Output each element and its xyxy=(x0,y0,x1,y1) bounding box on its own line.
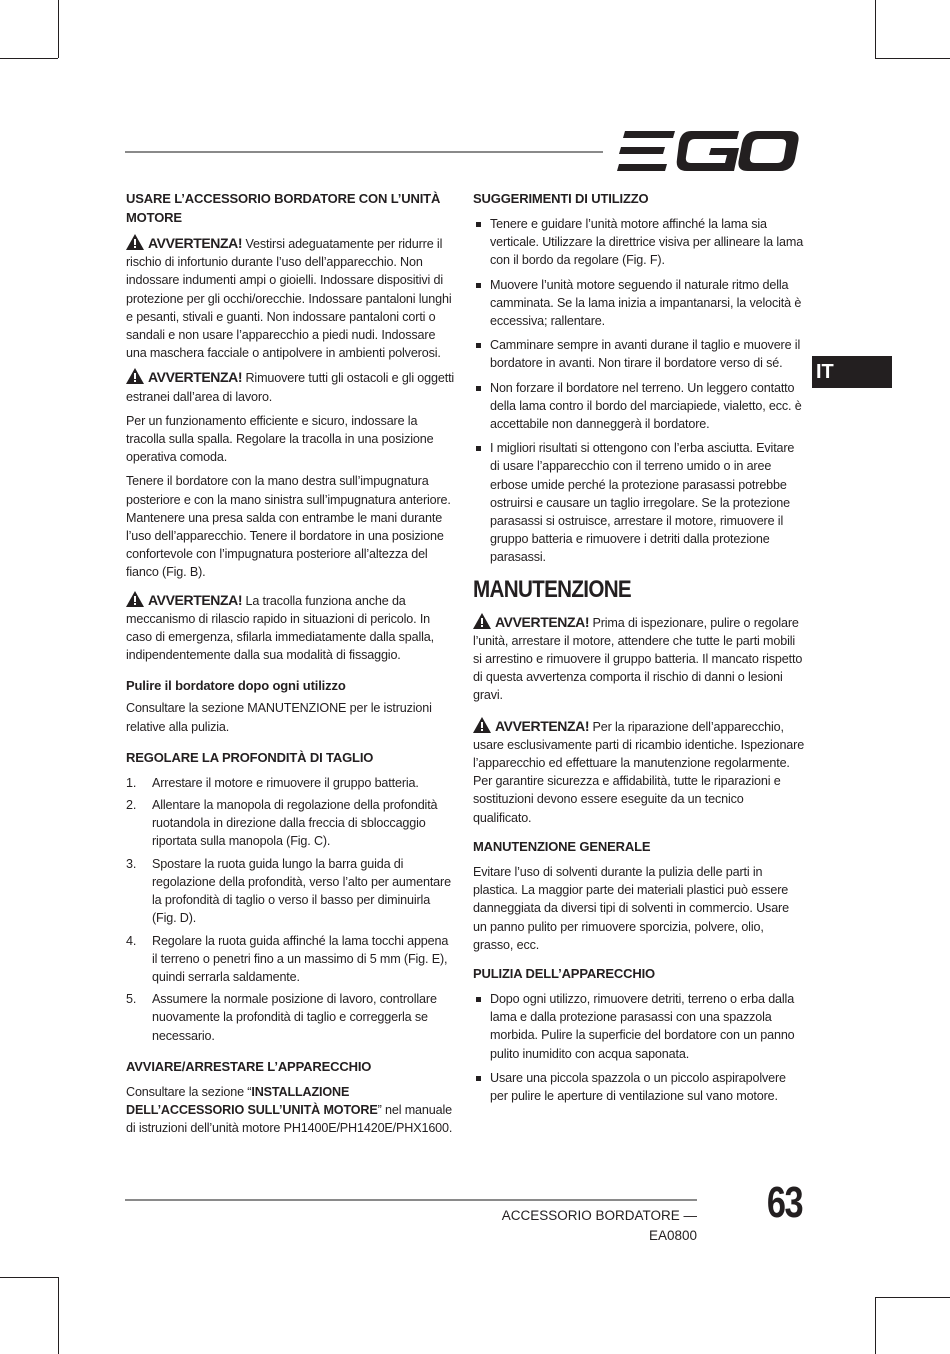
ego-logo xyxy=(617,131,799,171)
section-title-usage-tips: SUGGERIMENTI DI UTILIZZO xyxy=(473,191,649,206)
paragraph-clean-after-use: Consultare la sezione MANUTENZIONE per le istruzioni relative alla pulizia. xyxy=(126,701,432,734)
header-rule xyxy=(125,151,603,153)
section-title-general-maintenance: MANUTENZIONE GENERALE xyxy=(473,838,651,854)
warning-obstacles xyxy=(126,368,456,405)
warning-quick-release xyxy=(126,591,456,665)
usage-tips-list xyxy=(473,215,805,567)
crop-mark xyxy=(875,58,950,59)
cleaning-list xyxy=(473,990,805,1105)
section-title-cutting-depth: REGOLARE LA PROFONDITÀ DI TAGLIO xyxy=(126,749,374,765)
page-number: 63 xyxy=(766,1178,802,1227)
section-title-use-with-power-unit: USARE L’ACCESSORIO BORDATORE CON L’UNITÀ MOTORE xyxy=(126,191,441,225)
warning-text: Per la riparazione dell’apparecchio, usare esclusivamente parti di ricambio identiche. Ispezionare l’apparecchio ed effettuare la manutenzione regolarmente. Per garantire sicurezza e affidabilità, tutte le riparazioni e sostituzioni devono essere eseguite da un tecnico qualificato. xyxy=(473,719,805,825)
warning-label: AVVERTENZA! xyxy=(148,591,243,608)
warning-label: AVVERTENZA! xyxy=(495,613,590,630)
cutting-depth-steps xyxy=(126,774,456,1045)
warning-label: AVVERTENZA! xyxy=(495,717,590,734)
crop-mark xyxy=(875,1297,876,1354)
warning-triangle-icon xyxy=(473,717,491,733)
crop-mark xyxy=(58,1277,59,1354)
list-item: 1. Arrestare il motore e rimuovere il gruppo batteria. xyxy=(126,775,419,790)
paragraph-hold-edger: Tenere il bordatore con la mano destra sull’impugnatura posteriore e con la mano sinistra sull’impugnatura anteriore. Mantenere una presa salda con entrambe le mani durante l’uso dell’apparecchio. Tenere il bordatore in una posizione confortevole con l’impugnatura posteriore all’altezza del fianco (Fig. B). xyxy=(126,474,451,580)
warning-triangle-icon xyxy=(473,613,491,629)
list-item: Non forzare il bordatore nel terreno. Un leggero contatto della lama contro il bordo del marciapiede, vialetto, ecc. è accettabile non danneggerà il bordatore. xyxy=(473,379,805,434)
language-tab: IT xyxy=(812,356,892,388)
section-title-start-stop: AVVIARE/ARRESTARE L’APPARECCHIO xyxy=(126,1058,372,1074)
list-item: Usare una piccola spazzola o un piccolo aspirapolvere per pulire le aperture di ventilazione sul vano motore. xyxy=(473,1069,805,1105)
warning-label: AVVERTENZA! xyxy=(148,369,243,386)
warning-triangle-icon xyxy=(126,368,144,384)
section-title-maintenance: MANUTENZIONE xyxy=(473,575,632,603)
list-item: Dopo ogni utilizzo, rimuovere detriti, terreno o erba dalla lama e dalla protezione parasassi con una spazzola morbida. Pulire la superficie del bordatore con un panno pulito inumidito con acqua saponata. xyxy=(473,990,805,1063)
list-item: 3. Spostare la ruota guida lungo la barra guida di regolazione della profondità, verso l’alto per aumentare la profondità di taglio o verso il basso per diminuirla (Fig. D). xyxy=(126,856,451,926)
warning-text: Rimuovere tutti gli ostacoli e gli oggetti estranei dall’area di lavoro. xyxy=(126,371,455,404)
warning-triangle-icon xyxy=(126,591,144,607)
section-title-cleaning: PULIZIA DELL’APPARECCHIO xyxy=(473,965,656,981)
left-column xyxy=(126,189,456,1143)
list-item: I migliori risultati si ottengono con l’erba asciutta. Evitare di usare l’apparecchio con il terreno umido o in aree erbose umide perché la protezione parasassi potrebbe ostruirsi e causare un taglio irregolare. Se la protezione parasassi si ostruisce, arrestare il motore, rimuovere il gruppo batteria e rimuovere i detriti dalla protezione parasassi. xyxy=(473,439,805,566)
warning-replacement-parts xyxy=(473,717,805,827)
warning-clothing xyxy=(126,234,456,362)
crop-mark xyxy=(875,0,876,58)
paragraph-start-stop: Consultare la sezione “INSTALLAZIONE DELL’ACCESSORIO SULL’UNITÀ MOTORE” nel manuale di istruzioni dell’unità motore PH1400E/PH1420E/PHX1600. xyxy=(126,1084,453,1136)
warning-before-inspection xyxy=(473,613,805,705)
warning-label: AVVERTENZA! xyxy=(148,235,243,251)
warning-triangle-icon xyxy=(126,234,144,250)
warning-text: Vestirsi adeguatamente per ridurre il rischio di infortunio durante l’uso dell’apparecchio. Non indossare indumenti ampi o gioielli. Indossare dispositivi di protezione per gli occhi/orecchie. Indossare pantaloni lunghi e pesanti, stivali e guanti. Non indossare pantaloni corti o sandali e non usare l’apparecchio a piedi nudi. Indossare una maschera facciale o antipolvere in ambienti polverosi. xyxy=(126,237,452,361)
footer-rule xyxy=(125,1199,697,1201)
bold-reference: INSTALLAZIONE DELL’ACCESSORIO SULL’UNITÀ MOTORE xyxy=(126,1084,378,1117)
right-column xyxy=(473,189,805,1113)
list-item: 5. Assumere la normale posizione di lavoro, controllare nuovamente la profondità di taglio e correggerla se necessario. xyxy=(126,992,437,1043)
list-item: 4. Regolare la ruota guida affinché la lama tocchi appena il terreno o penetri fino a un massimo di 5 mm (Fig. E), quindi serrarla saldamente. xyxy=(126,933,449,984)
warning-text: La tracolla funziona anche da meccanismo di rilascio rapido in situazioni di pericolo. In caso di emergenza, sfilarla immediatamente dalla spalla, indipendentemente dalla sua modalità di fissaggio. xyxy=(126,593,434,663)
crop-mark xyxy=(0,1277,58,1278)
list-item: Camminare sempre in avanti durane il taglio e muovere il bordatore in avanti. Non tirare il bordatore verso di sé. xyxy=(473,336,805,372)
list-item: Tenere e guidare l’unità motore affinché la lama sia verticale. Utilizzare la direttrice visiva per allineare la lama con il bordo da regolare (Fig. F). xyxy=(473,215,805,270)
paragraph-shoulder-strap: Per un funzionamento efficiente e sicuro, indossare la tracolla sulla spalla. Regolare la tracolla in una posizione operativa comoda. xyxy=(126,413,434,465)
paragraph-general-maintenance: Evitare l’uso di solventi durante la pulizia delle parti in plastica. La maggior parte dei materiali plastici può essere danneggiata da diversi tipi di solventi in commercio. Usare un panno pulito per rimuovere sporcizia, polvere, olio, grasso, ecc. xyxy=(473,864,789,952)
warning-text: Prima di ispezionare, pulire o regolare l’unità, arrestare il motore, attendere che tutte le parti mobili si arrestino e rimuovere il gruppo batteria. Il mancato rispetto di questa avvertenza comporta il rischio di danni o lesioni gravi. xyxy=(473,615,803,703)
list-item: Muovere l’unità motore seguendo il naturale ritmo della camminata. Se la lama inizia a impantanarsi, la velocità è eccessiva; rallentare. xyxy=(473,276,805,331)
section-title-clean-after-use: Pulire il bordatore dopo ogni utilizzo xyxy=(126,678,346,694)
crop-mark xyxy=(0,58,58,59)
footer-model-text: ACCESSORIO BORDATORE — EA0800 xyxy=(501,1208,697,1243)
list-item: 2. Allentare la manopola di regolazione della profondità ruotandola in direzione dalla freccia di sbloccaggio riportata sulla manopola (Fig. C). xyxy=(126,798,438,849)
crop-mark xyxy=(58,0,59,58)
crop-mark xyxy=(875,1297,950,1298)
